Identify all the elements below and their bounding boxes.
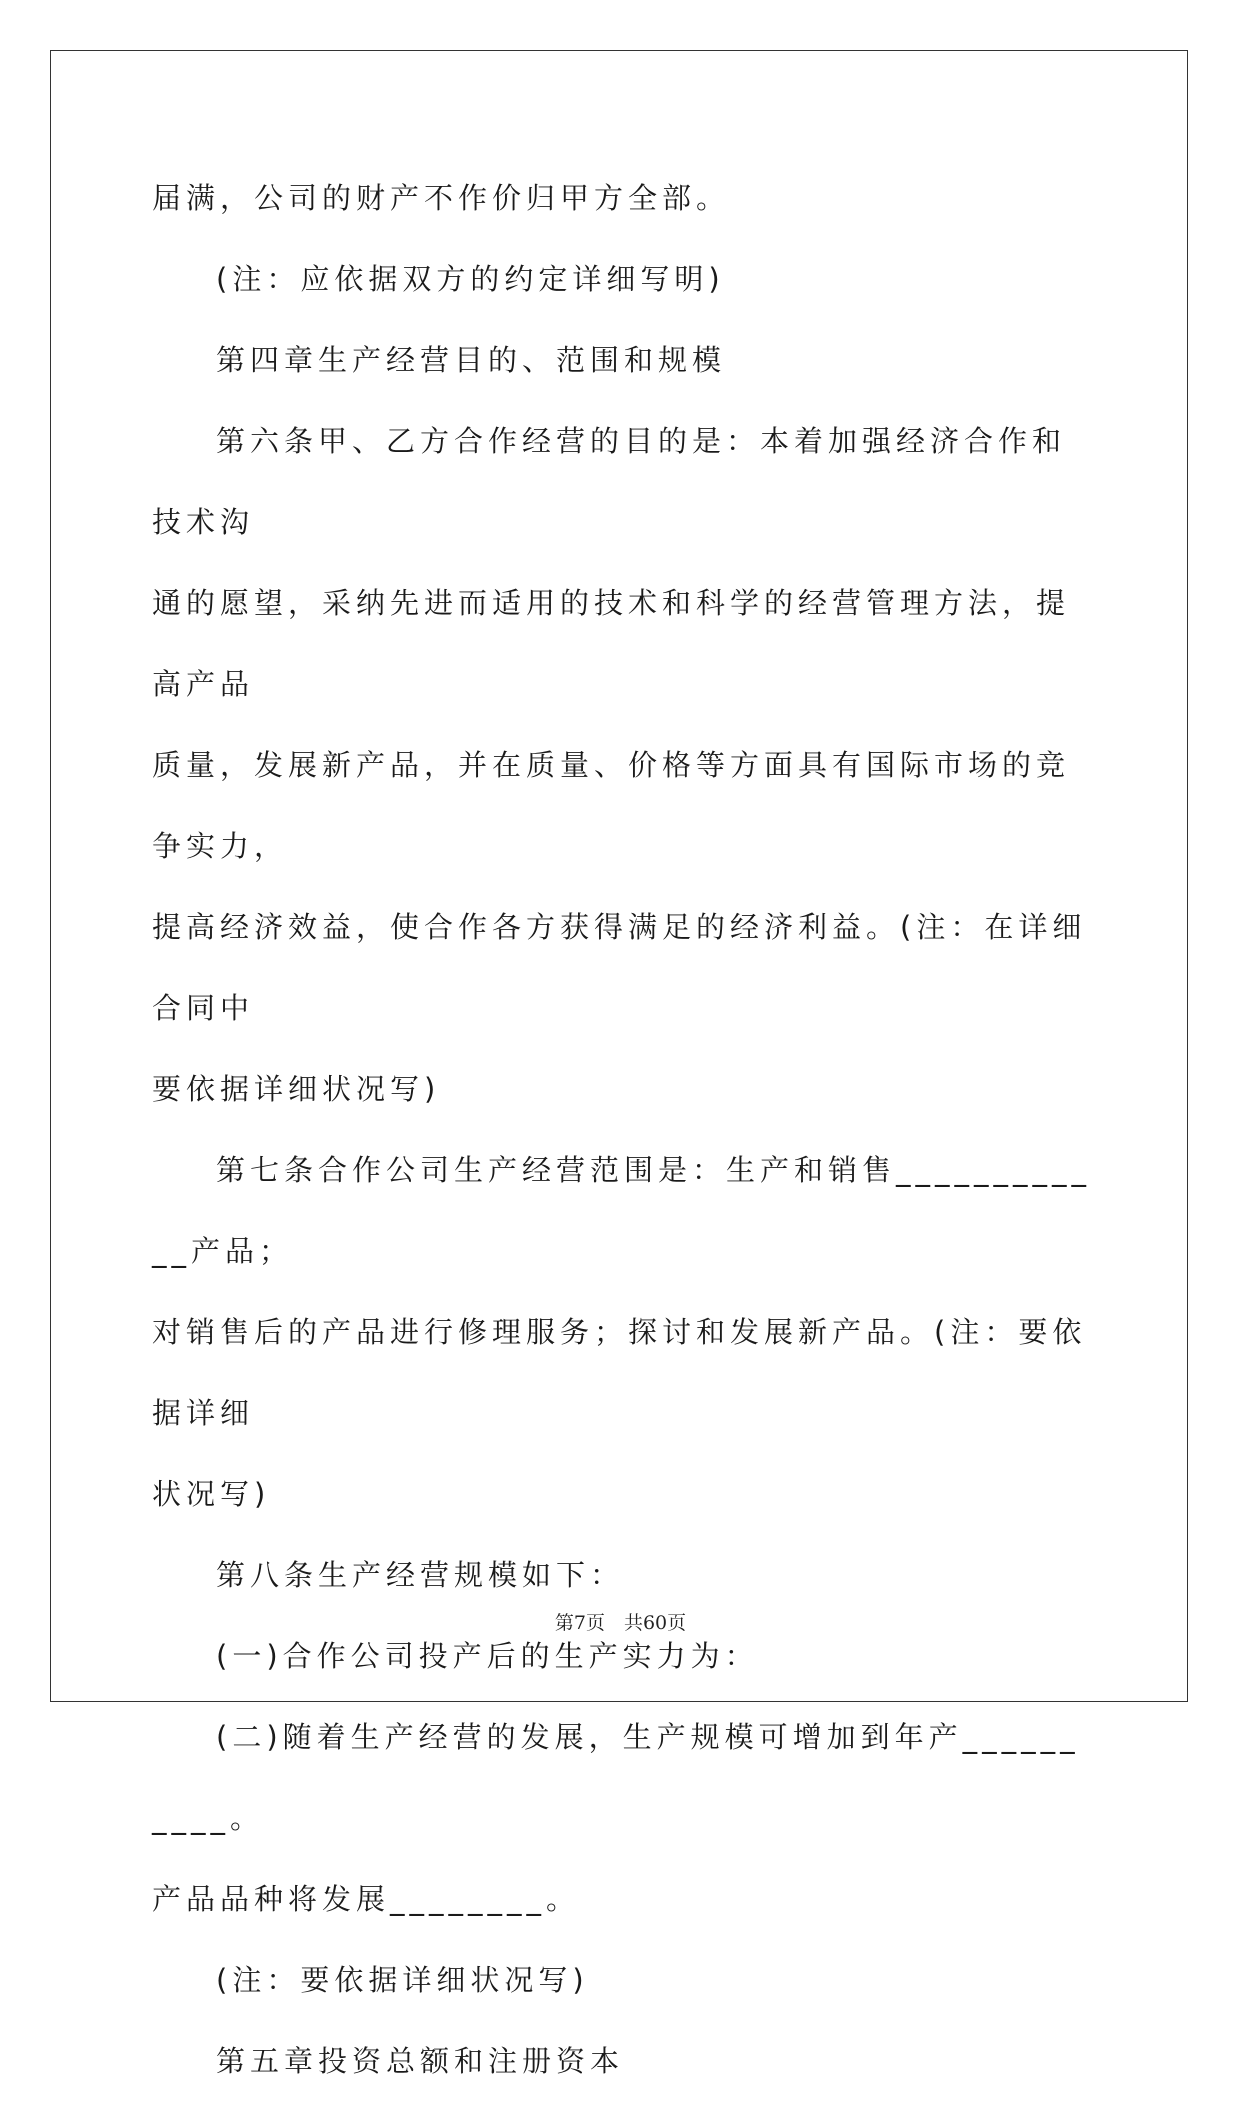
text-line: 要依据详细状况写) — [152, 1072, 441, 1106]
text-line: 第八条生产经营规模如下： — [216, 1558, 625, 1592]
text-line: (一)合作公司投产后的生产实力为： — [216, 1639, 759, 1673]
text-line: 状况写) — [152, 1477, 271, 1511]
text-line: (二)随着生产经营的发展，生产规模可增加到年产__________。 — [152, 1720, 1080, 1835]
text-line: 对销售后的产品进行修理服务；探讨和发展新产品。(注：要依据详细 — [152, 1315, 1087, 1430]
chapter-heading: 第四章生产经营目的、范围和规模 — [216, 343, 727, 377]
text-line: (注：要依据详细状况写) — [216, 1963, 589, 1997]
text-line: 第七条合作公司生产经营范围是：生产和销售____________产品； — [152, 1153, 1092, 1268]
page-number: 第7页 共60页 — [554, 1612, 687, 1634]
chapter-heading: 第五章投资总额和注册资本 — [216, 2044, 625, 2078]
text-line: 届满，公司的财产不作价归甲方全部。 — [152, 181, 731, 215]
text-line: (注：应依据双方的约定详细写明) — [216, 262, 725, 296]
text-line: 通的愿望，采纳先进而适用的技术和科学的经营管理方法，提高产品 — [152, 586, 1071, 701]
text-line: 质量，发展新产品，并在质量、价格等方面具有国际市场的竞争实力， — [152, 748, 1071, 863]
text-line: 第六条甲、乙方合作经营的目的是：本着加强经济合作和技术沟 — [152, 424, 1067, 539]
text-line: 提高经济效益，使合作各方获得满足的经济利益。(注：在详细合同中 — [152, 910, 1087, 1025]
text-line: 产品品种将发展________。 — [152, 1882, 581, 1916]
document-body — [152, 158, 1092, 2102]
